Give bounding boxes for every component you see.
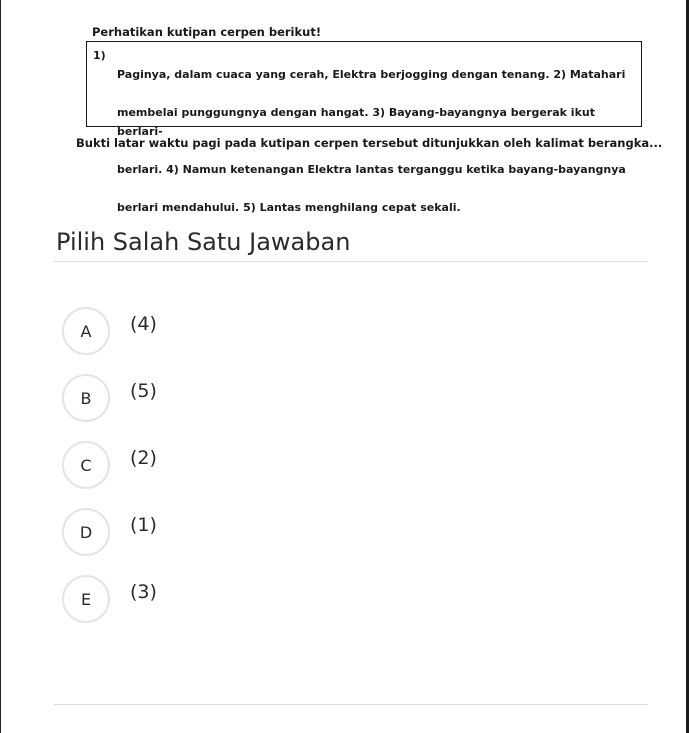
option-a-letter[interactable]: A bbox=[62, 307, 110, 355]
option-e-letter[interactable]: E bbox=[62, 575, 110, 623]
option-c-text[interactable]: (2) bbox=[130, 447, 157, 469]
question-content bbox=[76, 24, 663, 214]
option-d-letter[interactable]: D bbox=[62, 508, 110, 556]
option-d-text[interactable]: (1) bbox=[130, 514, 157, 536]
section-divider bbox=[54, 261, 648, 262]
option-c-letter[interactable]: C bbox=[62, 441, 110, 489]
answer-section-title: Pilih Salah Satu Jawaban bbox=[56, 228, 351, 256]
option-c[interactable] bbox=[62, 441, 262, 489]
excerpt-line: berlari mendahului. 5) Lantas menghilang cepat sekali. bbox=[117, 201, 461, 214]
option-e-text[interactable]: (3) bbox=[130, 581, 157, 603]
option-e[interactable] bbox=[62, 575, 262, 623]
option-b[interactable] bbox=[62, 374, 262, 422]
option-b-letter[interactable]: B bbox=[62, 374, 110, 422]
option-a-text[interactable]: (4) bbox=[130, 313, 157, 335]
excerpt-number: 1) bbox=[93, 49, 106, 62]
question-prompt: Bukti latar waktu pagi pada kutipan cerpen tersebut ditunjukkan oleh kalimat berangka... bbox=[76, 136, 663, 150]
excerpt-line: membelai punggungnya dengan hangat. 3) Bayang-bayangnya bergerak ikut berlari- bbox=[117, 106, 595, 138]
option-b-text[interactable]: (5) bbox=[130, 380, 157, 402]
frame-left-border bbox=[0, 0, 1, 733]
bottom-divider bbox=[54, 704, 648, 705]
option-a[interactable] bbox=[62, 307, 262, 355]
option-d[interactable] bbox=[62, 508, 262, 556]
excerpt-line: berlari. 4) Namun ketenangan Elektra lantas terganggu ketika bayang-bayangnya bbox=[117, 163, 626, 176]
question-intro: Perhatikan kutipan cerpen berikut! bbox=[92, 25, 322, 39]
excerpt-line: Paginya, dalam cuaca yang cerah, Elektra berjogging dengan tenang. 2) Matahari bbox=[117, 68, 626, 81]
